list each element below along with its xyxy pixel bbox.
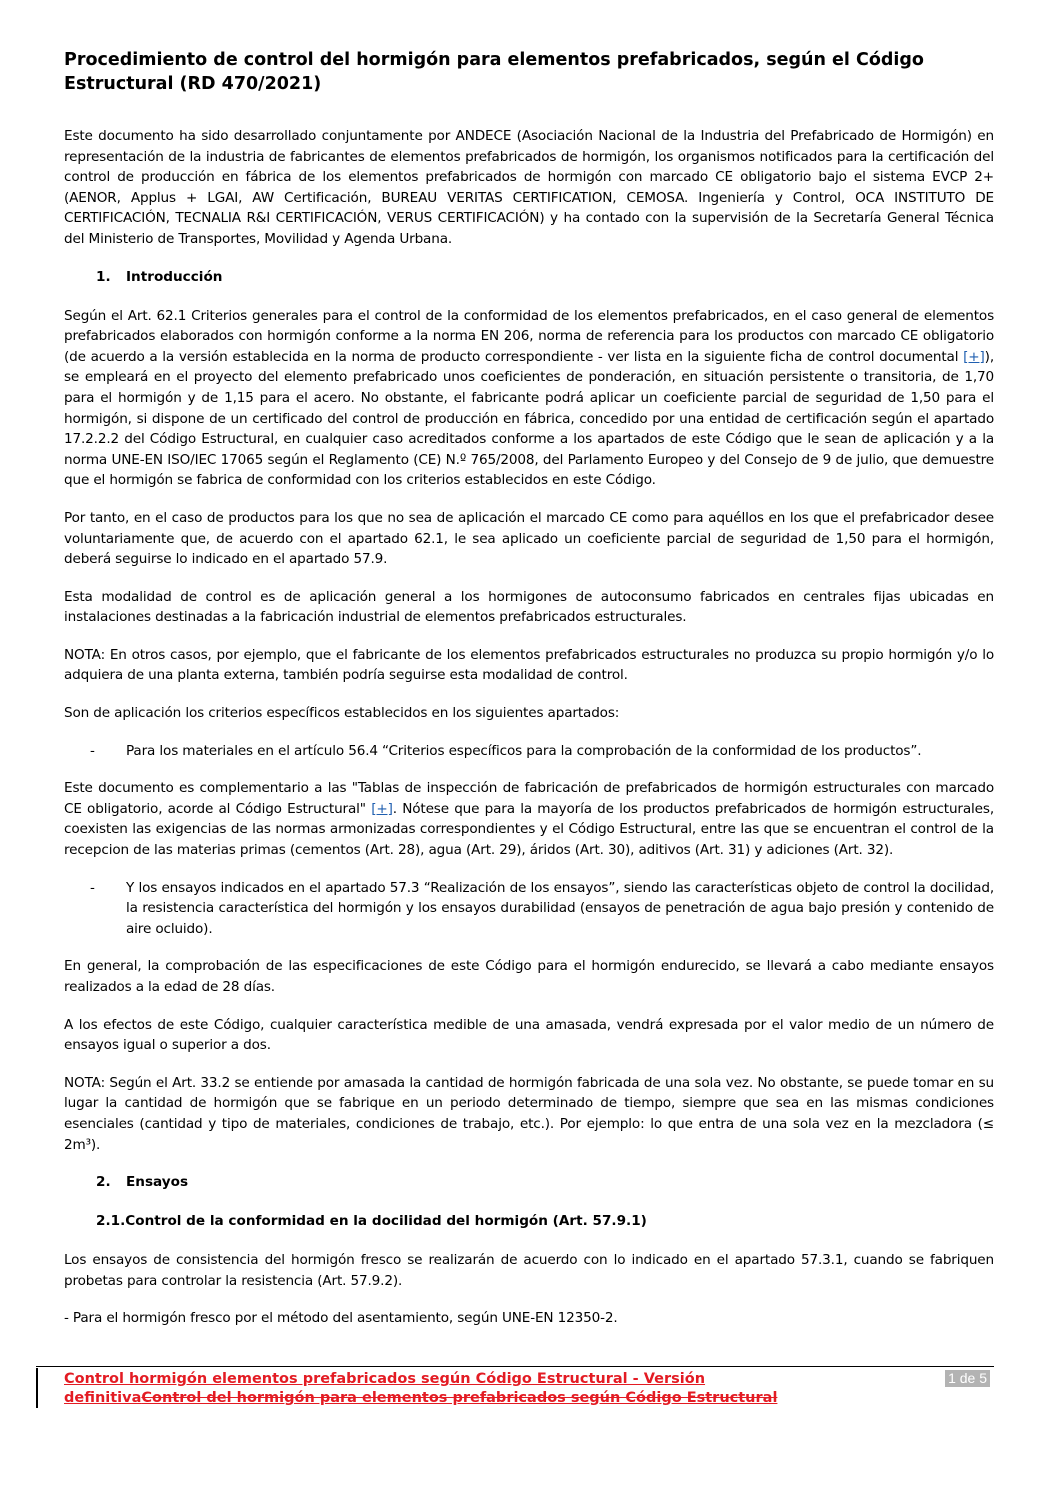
document-control-link[interactable]: [+] (963, 348, 985, 365)
section-1-heading (96, 267, 994, 287)
footer-document-title (64, 1370, 844, 1408)
change-bar (36, 1368, 38, 1408)
paragraph: Son de aplicación los criterios específicos establecidos en los siguientes apartados: (64, 705, 620, 722)
section-2-1-heading (96, 1211, 994, 1231)
page-number-badge: 1 de 5 (945, 1370, 990, 1387)
paragraph: Por tanto, en el caso de productos para los que no sea de aplicación el marcado CE como para aquéllos en los que el prefabricador desee voluntariamente que, de acuerdo con el apartado 62.1, le sea aplicado un coeficiente parcial de seguridad de 1,50 para el hormigón, deberá seguirse lo indicado en el apartado 57.9. (64, 509, 994, 568)
paragraph (64, 306, 994, 491)
paragraph: Los ensayos de consistencia del hormigón fresco se realizarán de acuerdo con lo indicado en el apartado 57.3.1, cuando se fabriquen probetas para controlar la resistencia (Art. 57.9.2). (64, 1252, 994, 1289)
note-paragraph: NOTA: Según el Art. 33.2 se entiende por amasada la cantidad de hormigón fabricada de una sola vez. No obstante, se puede tomar en su lugar la cantidad de hormigón que se fabrique en un periodo determinado de tiempo, siempre que sea en las mismas condiciones esenciales (cantidad y tipo de materiales, condiciones de trabajo, etc.). Por ejemplo: lo que entra de una sola vez en la mezcladora (≤ 2m³). (64, 1074, 994, 1153)
section-number: 1. (96, 268, 111, 285)
bullet-dash: - (90, 879, 95, 896)
list-item (90, 741, 994, 762)
paragraph-text: Según el Art. 62.1 Criterios generales para el control de la conformidad de los elementos prefabricados, en el caso general de elementos prefabricados elaborados con hormigón conforme a la norma EN 206, norma de referencia para los productos con marcado CE obligatorio (de acuerdo a la versión establecida en la norma de producto correspondiente - ver lista en la siguiente ficha de control documental (64, 307, 994, 365)
section-label: Ensayos (126, 1174, 189, 1191)
section-number: 2.1. (96, 1213, 126, 1230)
section-label: Introducción (126, 268, 223, 285)
paragraph: Esta modalidad de control es de aplicación general a los hormigones de autoconsumo fabricados en centrales fijas ubicadas en instalaciones destinadas a la fabricación industrial de elementos prefabricados estructurales. (64, 588, 994, 626)
intro-paragraph: Este documento ha sido desarrollado conjuntamente por ANDECE (Asociación Nacional de la Industria del Prefabricado de Hormigón) en representación de la industria de fabricantes de elementos prefabricados de hormigón, los organismos notificados para la certificación del control de producción en fábrica de los elementos prefabricados de hormigón con marcado CE obligatorio bajo el sistema EVCP 2+ (AENOR, Applus + LGAI, AW Certificación, BUREAU VERITAS CERTIFICATION, CEMOSA. Ingeniería y Control, OCA INSTITUTO DE CERTIFICACIÓN, TECNALIA R&I CERTIFICACIÓN, VERUS CERTIFICACIÓN) y ha contado con la supervisión de la Secretaría General Técnica del Ministerio de Transportes, Movilidad y Agenda Urbana. (64, 128, 994, 247)
section-label: Control de la conformidad en la docilidad del hormigón (Art. 57.9.1) (125, 1213, 647, 1230)
list-item (90, 878, 994, 940)
footer-title-inserted: Control hormigón elementos prefabricados según Código Estructural - Versión definitiva (64, 1371, 706, 1406)
footer-divider (36, 1366, 994, 1367)
list-item-text: Y los ensayos indicados en el apartado 57.3 “Realización de los ensayos”, siendo las características objeto de control la docilidad, la resistencia característica del hormigón y los ensayos durabilidad (ensayos de penetración de agua bajo presión y contenido de aire ocluido). (126, 879, 994, 937)
bullet-dash: - (90, 742, 95, 759)
section-number: 2. (96, 1174, 111, 1191)
paragraph: - Para el hormigón fresco por el método del asentamiento, según UNE-EN 12350-2. (64, 1310, 618, 1327)
paragraph-text: . Nótese que para la mayoría de los productos prefabricados de hormigón estructurales, coexisten las exigencias de las normas armonizadas correspondientes y el Código Estructural, entre las que se encuentran el control de la recepcion de las materias primas (cementos (Art. 28), agua (Art. 29), áridos (Art. 30), aditivos (Art. 31) y adiciones (Art. 32). (64, 800, 994, 859)
paragraph: A los efectos de este Código, cualquier característica medible de una amasada, vendrá expresada por el valor medio de un número de ensayos igual o superior a dos. (64, 1016, 994, 1054)
section-2-heading (96, 1172, 994, 1192)
document-title: Procedimiento de control del hormigón para elementos prefabricados, según el Código Estructural (RD 470/2021) (64, 50, 924, 94)
note-paragraph: NOTA: En otros casos, por ejemplo, que el fabricante de los elementos prefabricados estructurales no produzca su propio hormigón y/o lo adquiera de una planta externa, también podría seguirse esta modalidad de control. (64, 646, 994, 684)
paragraph-text: ), se empleará en el proyecto del elemento prefabricado unos coeficientes de ponderación, en situación persistente o transitoria, de 1,70 para el hormigón y de 1,15 para el acero. No obstante, el fabricante podrá aplicar un coeficiente parcial de seguridad de 1,50 para el hormigón, si dispone de un certificado del control de producción en fábrica, concedido por una entidad de certificación según el apartado 17.2.2.2 del Código Estructural, en cualquier caso acreditados conforme a los apartados de este Código que le sean de aplicación y a la norma UNE-EN ISO/IEC 17065 según el Reglamento (CE) N.º 765/2008, del Parlamento Europeo y del Consejo de 9 de julio, que demuestre que el hormigón se fabrica de conformidad con los criterios establecidos en este Código. (64, 348, 994, 489)
paragraph-text: Este documento es complementario a las "Tablas de inspección de fabricación de prefabricados de hormigón estructurales con marcado CE obligatorio, acorde al Código Estructural" (64, 780, 994, 817)
list-item-text: Para los materiales en el artículo 56.4 “Criterios específicos para la comprobación de la conformidad de los productos”. (126, 742, 922, 759)
inspection-tables-link[interactable]: [+] (371, 800, 393, 817)
footer-title-deleted: Control del hormigón para elementos prefabricados según Código Estructural (141, 1390, 778, 1406)
document-page (64, 48, 994, 1346)
paragraph (64, 778, 994, 860)
paragraph: En general, la comprobación de las especificaciones de este Código para el hormigón endurecido, se llevará a cabo mediante ensayos realizados a la edad de 28 días. (64, 958, 994, 995)
